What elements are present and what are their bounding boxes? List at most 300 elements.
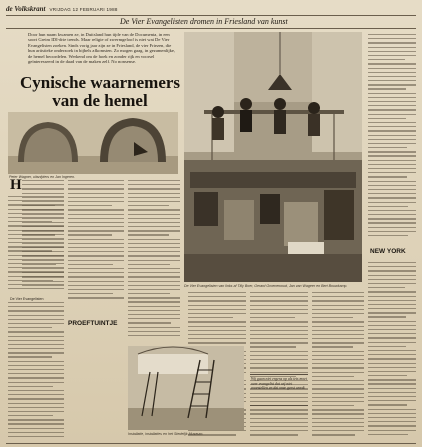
text-line [188, 321, 246, 322]
text-line [8, 200, 64, 201]
text-line [68, 281, 124, 282]
text-line [8, 352, 64, 353]
text-line [22, 180, 64, 181]
text-line [368, 93, 416, 94]
text-line [8, 234, 64, 235]
text-line [250, 309, 308, 310]
text-line [368, 388, 416, 389]
text-line [188, 334, 246, 335]
text-line [8, 407, 64, 408]
text-line [68, 214, 124, 215]
photo-sculptures [8, 112, 178, 174]
text-line [368, 333, 416, 334]
text-line [368, 421, 416, 422]
text-line [250, 326, 308, 327]
text-line [368, 434, 408, 435]
text-line [368, 63, 416, 64]
text-line [8, 315, 64, 316]
headline: Cynische waarnemers van de hemel [19, 73, 181, 110]
text-line [312, 418, 364, 419]
text-line [368, 337, 416, 338]
text-line [128, 184, 180, 185]
text-line [368, 363, 416, 364]
text-line [368, 105, 416, 106]
text-line [8, 340, 64, 341]
text-line [128, 272, 180, 273]
text-line [22, 184, 64, 185]
text-line [68, 276, 124, 277]
text-line [68, 209, 124, 210]
text-line [188, 338, 246, 339]
text-line [368, 413, 416, 414]
text-line [368, 189, 416, 190]
text-line [8, 259, 64, 260]
text-line [128, 201, 180, 202]
text-line [312, 430, 364, 431]
text-line [312, 372, 364, 373]
text-line [128, 297, 180, 298]
text-line [8, 306, 64, 307]
text-line [312, 351, 364, 352]
text-line [8, 390, 64, 391]
text-line [312, 317, 353, 318]
sculpture-illustration [8, 112, 178, 174]
ladder-illustration [128, 346, 244, 430]
text-line [68, 226, 124, 227]
text-line [368, 262, 416, 263]
text-line [368, 168, 416, 169]
text-line [312, 296, 364, 297]
text-line [128, 331, 180, 332]
text-line [250, 313, 308, 314]
text-line [68, 260, 124, 261]
text-line [8, 336, 64, 337]
text-line [8, 398, 64, 399]
text-line [312, 313, 364, 314]
text-line [8, 280, 53, 281]
text-line [312, 309, 364, 310]
quote-text: Wij gaan niet ergens op als iets moet over evangelist dat wij niet voorstellen en dat onze geest wordt. [251, 377, 307, 391]
text-line [312, 367, 364, 368]
text-line [368, 42, 416, 43]
text-line [368, 210, 416, 211]
text-line [8, 323, 64, 324]
text-line [68, 247, 124, 248]
text-line [368, 118, 406, 119]
text-line [312, 321, 364, 322]
text-line [128, 335, 180, 336]
text-line [368, 126, 416, 127]
text-line [368, 80, 416, 81]
text-line [368, 350, 416, 351]
text-line [368, 235, 408, 236]
text-line [68, 255, 124, 256]
text-line [188, 296, 246, 297]
photo-interior [184, 32, 362, 282]
text-line [250, 296, 308, 297]
text-line [8, 267, 64, 268]
text-line [8, 331, 64, 332]
text-line [368, 222, 416, 223]
text-line [250, 418, 308, 419]
column-7 [368, 34, 416, 242]
text-line [68, 293, 113, 294]
text-line [8, 246, 64, 247]
text-line [368, 304, 416, 305]
text-line [250, 334, 308, 335]
intro-paragraph: Door hun naam kwamen ze, in Duitsland hun tijde van de Documenta, in een soort Greim IDI-drie trends. Maar religie of zwermgeloof is niet wat De Vier Evangelisten zoeken. Sinds vorig jaar zijn ze in Friesland, de vier Friezen, die hun artistieke onderzoek in bijbels afkomsten. Zo mogen gaag, in gezamenlijke, de hemel beoordelen. Werkend om de hoek en zonder rijk en voorsel geïnteresseerd in de daad van de maken zelf. No nonsense. [28, 32, 176, 65]
masthead [6, 3, 416, 16]
text-line [8, 263, 64, 264]
text-line [250, 317, 295, 318]
text-line [250, 292, 308, 293]
text-line [128, 314, 180, 315]
text-line [128, 260, 180, 261]
text-line [68, 205, 112, 206]
text-line [188, 309, 246, 310]
text-line [128, 193, 180, 194]
text-line [368, 135, 416, 136]
text-line [68, 285, 124, 286]
text-line [250, 321, 308, 322]
text-line [8, 386, 53, 387]
column-2 [68, 180, 124, 304]
text-line [368, 287, 405, 288]
text-line [8, 288, 64, 289]
text-line [68, 243, 124, 244]
column-3 [128, 180, 180, 340]
text-line [312, 346, 353, 347]
text-line [368, 346, 406, 347]
text-line [368, 321, 416, 322]
text-line [368, 47, 416, 48]
text-line [368, 279, 416, 280]
text-line [312, 300, 364, 301]
text-line [128, 234, 169, 235]
text-line [368, 404, 407, 405]
text-line [250, 426, 308, 427]
text-line [250, 346, 296, 347]
text-line [128, 322, 171, 323]
text-line [368, 425, 416, 426]
text-line [312, 393, 364, 394]
text-line [8, 319, 64, 320]
text-line [250, 363, 308, 364]
text-line [368, 296, 416, 297]
text-line [250, 351, 308, 352]
text-line [368, 59, 405, 60]
text-line [368, 358, 416, 359]
text-line [8, 373, 64, 374]
text-line [8, 217, 64, 218]
text-line [8, 377, 64, 378]
text-line [128, 306, 180, 307]
text-line [128, 251, 180, 252]
text-line [312, 326, 364, 327]
text-line [128, 239, 180, 240]
text-line [312, 434, 355, 435]
text-line [250, 367, 308, 368]
text-line [368, 396, 416, 397]
photo-ladders [128, 346, 244, 430]
text-line [368, 97, 416, 98]
column-6 [312, 292, 364, 442]
text-line [250, 430, 308, 431]
text-line [368, 270, 416, 271]
text-line [128, 289, 180, 290]
text-line [68, 188, 124, 189]
text-line [8, 250, 52, 251]
text-line [312, 384, 364, 385]
text-line [368, 160, 416, 161]
text-line [250, 342, 308, 343]
column-1 [8, 196, 64, 294]
text-line [128, 222, 180, 223]
text-line [250, 330, 308, 331]
text-line [312, 359, 364, 360]
text-line [312, 305, 364, 306]
caption-interior: De Vier Evangelisten van links af Tilly Boer, Gerard Groenewoud, Jan van Wageer en Bert Bouwkamp. [184, 284, 348, 288]
text-line [312, 388, 364, 389]
text-line [368, 231, 416, 232]
text-line [368, 101, 416, 102]
text-line [128, 255, 180, 256]
text-line [368, 329, 416, 330]
text-line [128, 230, 180, 231]
text-line [68, 272, 124, 273]
text-line [368, 375, 407, 376]
text-line [368, 76, 416, 77]
text-line [368, 72, 416, 73]
text-line [128, 264, 170, 265]
text-line [368, 88, 406, 89]
text-line [8, 365, 64, 366]
text-line [368, 172, 416, 173]
text-line [68, 239, 124, 240]
caption-sculptures: Peter Wagner, uitsnijders en Jan Ingeren. [9, 175, 76, 179]
text-line [128, 276, 180, 277]
text-line [128, 293, 170, 294]
interior-illustration [184, 32, 362, 282]
section-title: De Vier Evangelisten dromen in Friesland van kunst [120, 17, 288, 26]
text-line [188, 292, 246, 293]
text-line [312, 409, 364, 410]
text-line [368, 371, 416, 372]
text-line [68, 251, 124, 252]
text-line [368, 68, 416, 69]
column-7b [368, 262, 416, 442]
text-line [8, 204, 64, 205]
text-line [128, 180, 180, 181]
divider-rule [6, 28, 416, 29]
text-line [188, 313, 246, 314]
text-line [312, 405, 354, 406]
text-line [250, 305, 308, 306]
column-1b [8, 302, 64, 442]
text-line [312, 376, 354, 377]
text-line [368, 354, 416, 355]
text-line [368, 164, 416, 165]
text-line [8, 221, 52, 222]
text-line [68, 289, 124, 290]
text-line [312, 363, 364, 364]
text-line [312, 355, 364, 356]
text-line [250, 372, 308, 373]
text-line [8, 271, 64, 272]
text-line [8, 423, 64, 424]
text-line [128, 197, 180, 198]
text-line [8, 361, 64, 362]
text-line [368, 155, 416, 156]
text-line [312, 397, 364, 398]
text-line [368, 291, 416, 292]
text-line [368, 34, 416, 35]
text-line [128, 310, 180, 311]
text-line [128, 218, 180, 219]
text-line [68, 234, 112, 235]
text-line [250, 359, 308, 360]
text-line [8, 411, 64, 412]
text-line [8, 394, 64, 395]
drop-cap: H [10, 177, 22, 193]
text-line [368, 283, 416, 284]
text-line [312, 422, 364, 423]
text-line [8, 225, 64, 226]
text-line [188, 330, 246, 331]
caption-ladders: Installatie, installaties en het Stedelijk Museum. [128, 432, 204, 436]
text-line [68, 218, 124, 219]
text-line [8, 302, 64, 303]
text-line [368, 218, 416, 219]
text-line [68, 184, 124, 185]
text-line [368, 275, 416, 276]
text-line [368, 400, 416, 401]
text-line [128, 318, 180, 319]
text-line [128, 205, 169, 206]
bottom-rule [6, 443, 416, 444]
text-line [128, 209, 180, 210]
text-line [368, 38, 416, 39]
subhead-proeftuintje: PROEFTUINTJE [68, 320, 118, 327]
text-line [8, 310, 64, 311]
text-line [8, 284, 64, 285]
text-line [368, 214, 416, 215]
text-line [368, 379, 416, 380]
text-line [68, 264, 113, 265]
text-line [368, 122, 416, 123]
text-line [68, 197, 124, 198]
text-line [250, 434, 298, 435]
text-line [8, 428, 64, 429]
text-line [128, 188, 180, 189]
text-line [368, 383, 416, 384]
text-line [8, 238, 64, 239]
text-line [8, 432, 64, 433]
text-line [8, 276, 64, 277]
text-line [8, 403, 64, 404]
paper-name: de Volkskrant [6, 5, 46, 13]
text-line [22, 188, 64, 189]
text-line [368, 417, 416, 418]
text-line [22, 193, 64, 194]
text-line [368, 202, 416, 203]
text-line [128, 281, 180, 282]
text-line [250, 300, 308, 301]
text-line [8, 344, 64, 345]
text-line [368, 392, 416, 393]
text-line [368, 151, 416, 152]
text-line [128, 214, 180, 215]
text-line [8, 230, 64, 231]
text-line [8, 369, 64, 370]
text-line [368, 51, 416, 52]
text-line [368, 367, 416, 368]
text-line [8, 209, 64, 210]
text-line [368, 300, 416, 301]
text-line [188, 305, 246, 306]
subline: De Vier Evangelisten [10, 297, 44, 301]
text-line [128, 268, 180, 269]
text-line [368, 193, 416, 194]
text-line [250, 409, 308, 410]
text-line [8, 348, 64, 349]
text-line [368, 325, 416, 326]
text-line [8, 436, 64, 437]
text-line [188, 326, 246, 327]
text-line [250, 422, 308, 423]
text-line [250, 413, 308, 414]
text-line [312, 330, 364, 331]
text-line [68, 222, 124, 223]
text-line [8, 242, 64, 243]
text-line [250, 355, 308, 356]
text-line [368, 185, 416, 186]
text-line [312, 334, 364, 335]
text-line [312, 426, 364, 427]
text-line [368, 55, 416, 56]
text-line [368, 114, 416, 115]
text-line [368, 84, 416, 85]
text-line [312, 292, 364, 293]
text-line [368, 316, 406, 317]
text-line [8, 327, 52, 328]
text-line [68, 193, 124, 194]
text-line [368, 312, 416, 313]
text-line [8, 382, 64, 383]
text-line [128, 247, 180, 248]
text-line [8, 213, 64, 214]
text-line [368, 342, 416, 343]
text-line [368, 409, 416, 410]
text-line [368, 206, 408, 207]
text-line [368, 227, 416, 228]
text-line [368, 308, 416, 309]
text-line [312, 342, 364, 343]
text-line [188, 317, 233, 318]
text-line [68, 230, 124, 231]
text-line [368, 266, 416, 267]
text-line [188, 300, 246, 301]
text-line [368, 147, 407, 148]
quote-box [250, 374, 308, 406]
text-line [128, 301, 180, 302]
text-line [312, 380, 364, 381]
text-line [8, 419, 64, 420]
text-line [368, 181, 416, 182]
text-line [128, 243, 180, 244]
text-line [368, 139, 416, 140]
text-line [368, 430, 416, 431]
